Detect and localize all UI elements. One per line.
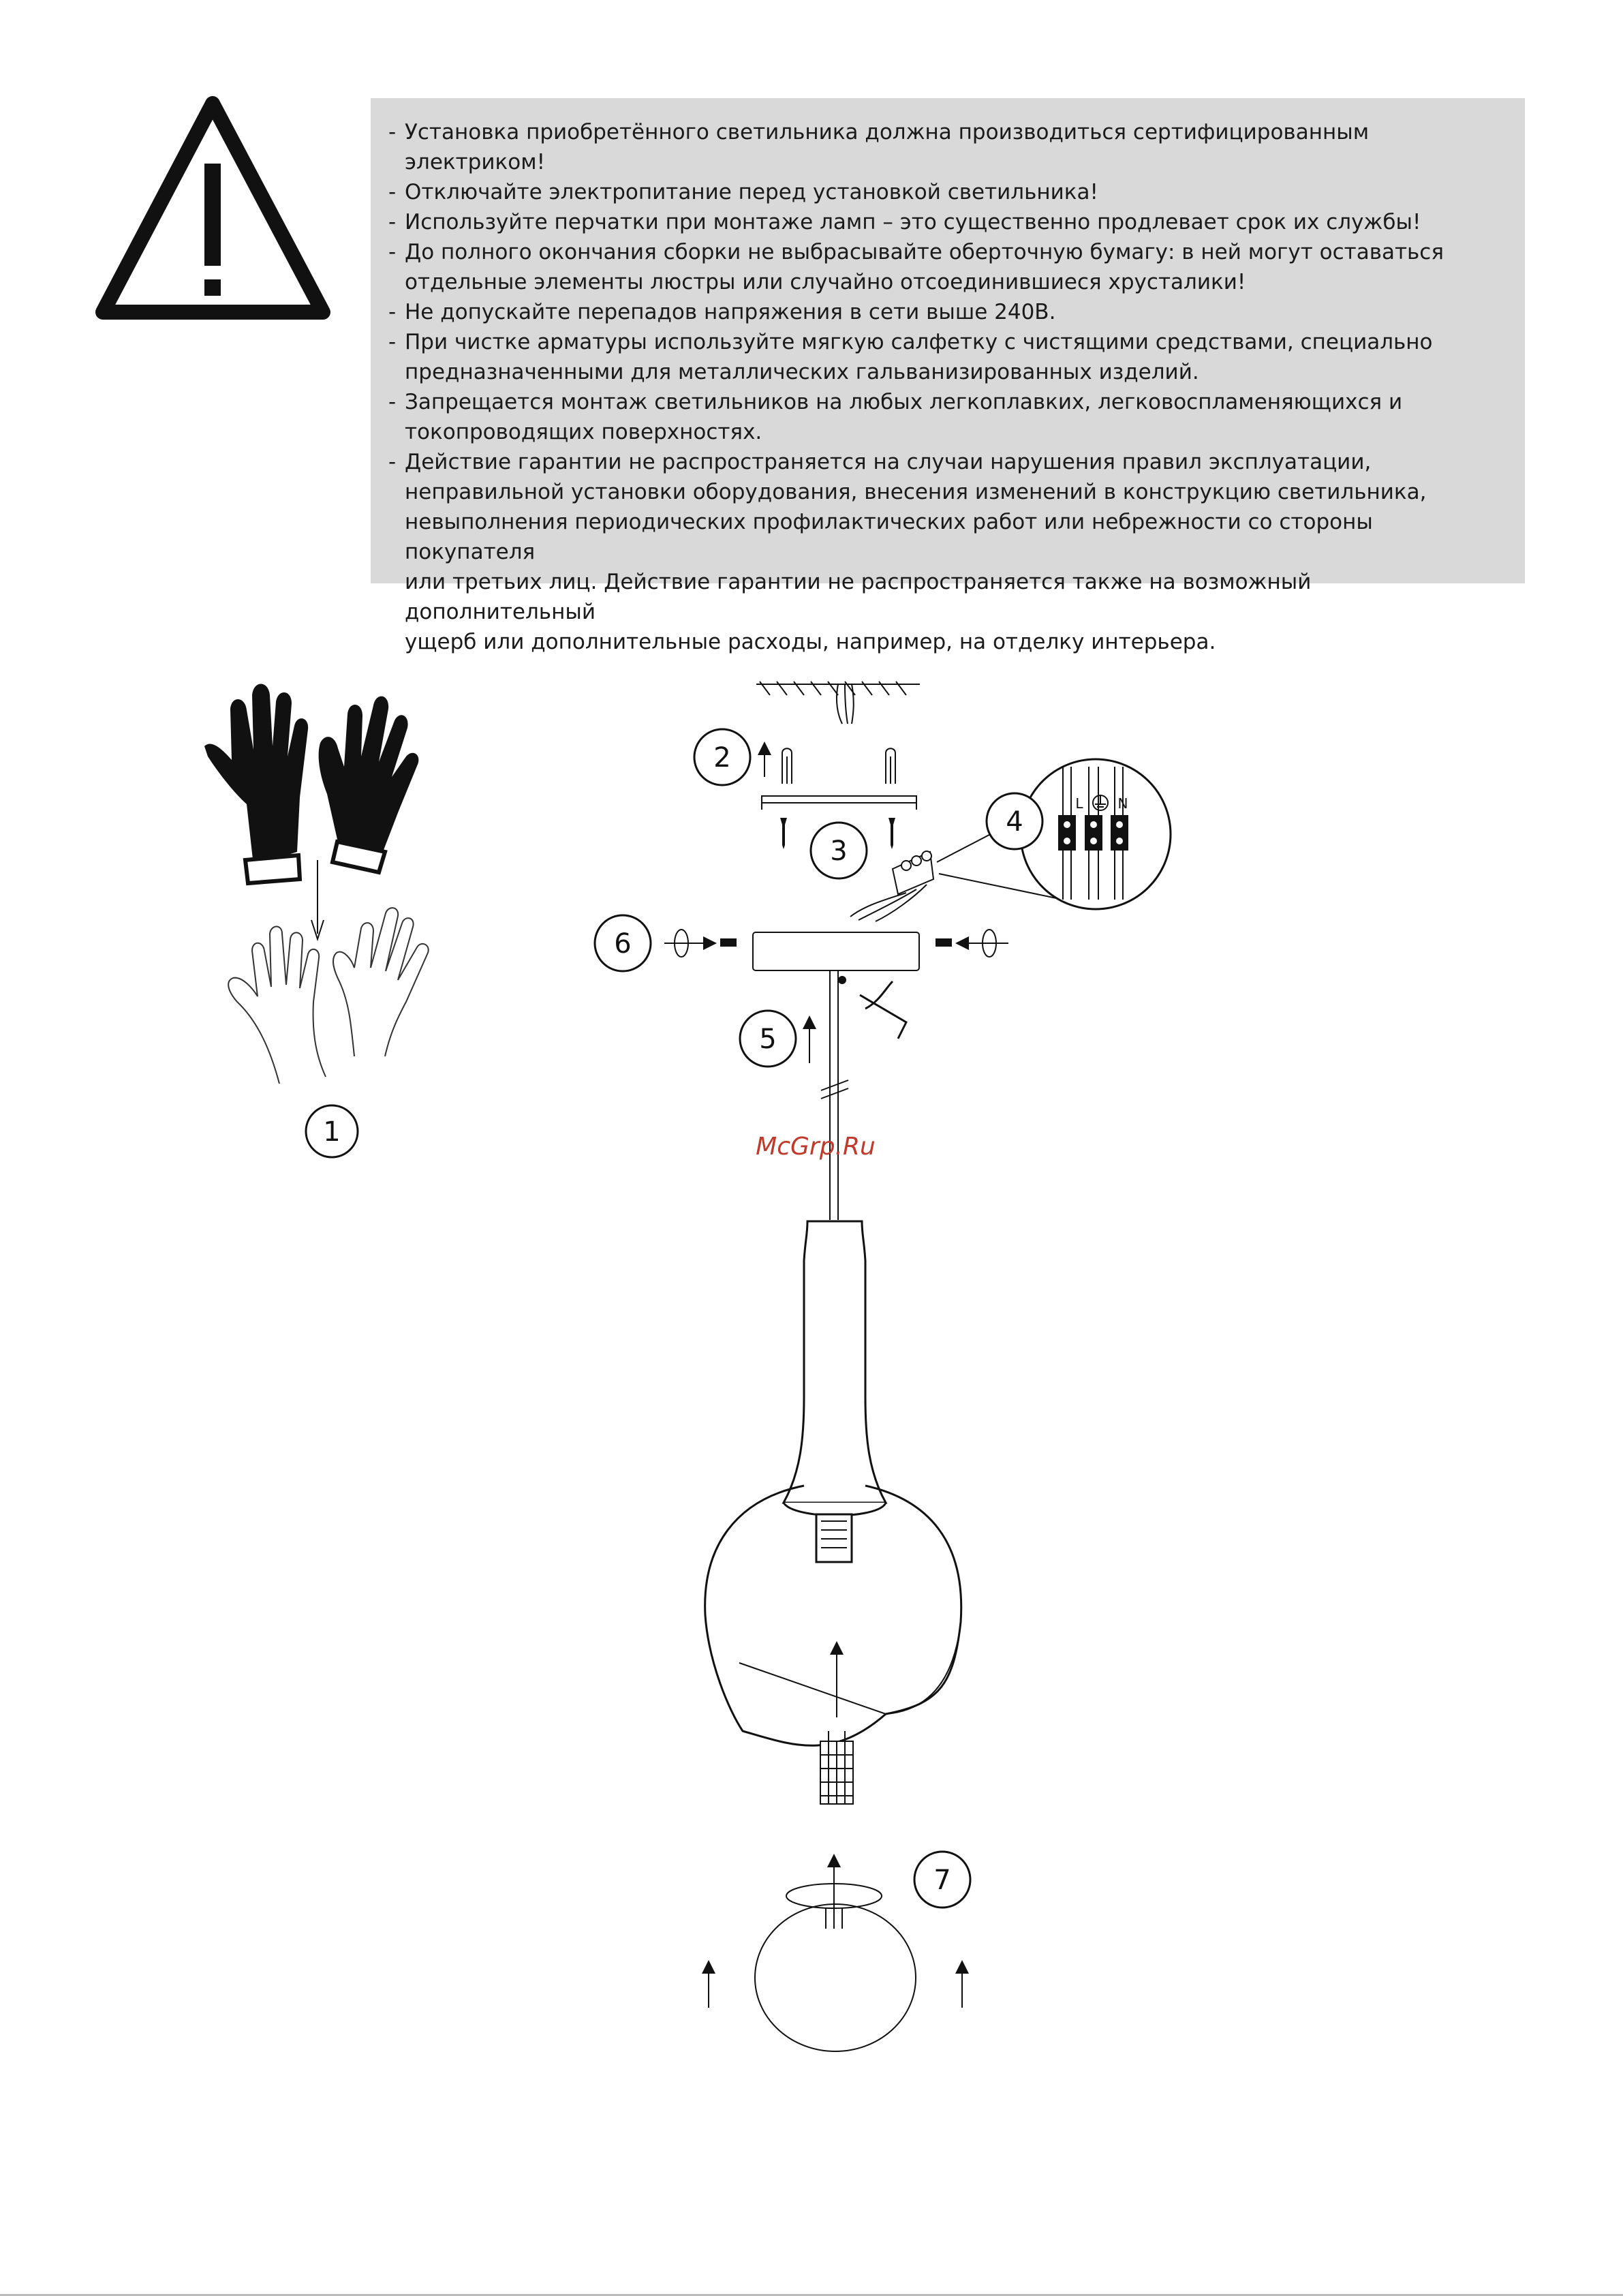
cable-grip-screw	[838, 976, 846, 984]
step-5-label: 5	[759, 1024, 777, 1055]
wall-anchors-icon	[764, 748, 895, 784]
step-2-label: 2	[713, 742, 731, 774]
led-bulb-icon	[820, 1731, 853, 1804]
ceiling-canopy	[753, 932, 919, 970]
step-4-marker	[987, 793, 1042, 849]
notice-power-off: - Отключайте электропитание перед установкой светильника!	[388, 177, 1507, 207]
notice-voltage: - Не допускайте перепадов напряжения в сети выше 240В.	[388, 297, 1507, 327]
ceiling-hatch-icon	[756, 682, 920, 724]
notice-certified-electrician: - Установка приобретённого светильника должна производиться сертифицированным электриком!	[388, 117, 1507, 177]
watermark-text: McGrp.Ru	[756, 1133, 876, 1161]
side-screw-right-icon	[936, 930, 1008, 957]
suspension-cable	[821, 970, 848, 1220]
step-3-label: 3	[830, 836, 848, 867]
step-3-marker	[811, 823, 867, 878]
step-1-label: 1	[323, 1116, 341, 1148]
step-7-label: 7	[933, 1865, 951, 1896]
step-1-marker	[306, 1105, 358, 1157]
notice-keep-wrapping: - До полного окончания сборки не выбрасывайте оберточную бумагу: в ней могут оставаться отдельные элементы люстры или случайно отсоединившиеся хрусталики!	[388, 237, 1507, 297]
step-4-label: 4	[1006, 806, 1023, 838]
notice-use-gloves: - Используйте перчатки при монтаже ламп – это существенно продлевает срок их службы!	[388, 207, 1507, 237]
hex-key-icon	[860, 981, 906, 1039]
step-7-marker	[914, 1852, 970, 1908]
side-screw-left-icon	[664, 930, 736, 957]
mounting-bracket-icon	[762, 796, 916, 810]
notice-cleaning: - При чистке арматуры используйте мягкую салфетку с чистящими средствами, специально предназначенными для металлических гальванизированных изделий.	[388, 327, 1507, 387]
terminal-live-label: L	[1075, 795, 1083, 812]
bare-hands-icon	[228, 908, 429, 1084]
step-5-marker	[740, 1011, 796, 1067]
step-6-label: 6	[614, 928, 632, 960]
shade-ring	[755, 1904, 916, 2051]
terminal-neutral-label: N	[1117, 795, 1128, 812]
notice-warranty: - Действие гарантии не распространяется на случаи нарушения правил эксплуатации, неправильной установки оборудования, внесения изменений в конструкцию светильника, невыполнения периодических профилактических работ или небрежности со стороны покупателя или третьих лиц. Действие гарантии не распространяется также на возможный дополнительный ущерб или дополнительные расходы, например, на отделку интерьера.	[388, 447, 1507, 657]
gloves-to-hands-arrow-icon	[311, 860, 324, 939]
step-2-marker	[694, 729, 750, 785]
wiring-detail-zoom	[1021, 759, 1171, 909]
step-6-marker	[595, 915, 651, 971]
ring-rotate-icon	[786, 1861, 882, 1929]
lamp-holder-body	[784, 1221, 886, 1562]
notice-mounting-surfaces: - Запрещается монтаж светильников на любых легкоплавких, легковоспламеняющихся и токопроводящих поверхностях.	[388, 387, 1507, 447]
gloves-icon	[204, 684, 418, 884]
